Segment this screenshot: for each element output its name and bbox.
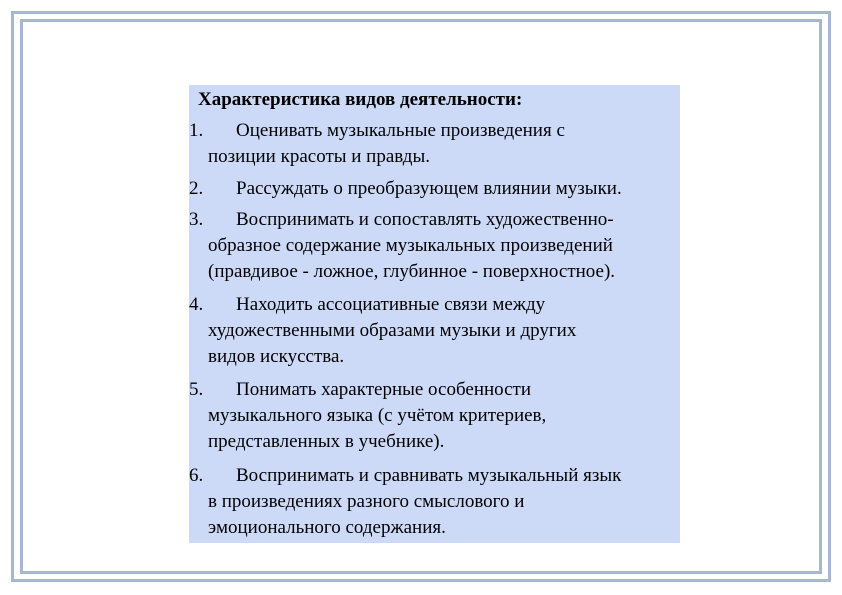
item-text-line: (правдивое - ложное, глубинное - поверхностное). (208, 261, 616, 282)
item-text-line: Воспринимать и сравнивать музыкальный язык (236, 465, 622, 486)
item-number: 6. (189, 465, 204, 486)
item-text-line: Находить ассоциативные связи между (236, 294, 546, 315)
item-number: 2. (189, 178, 204, 199)
item-text-line: образное содержание музыкальных произведений (208, 235, 613, 256)
item-text-line: позиции красоты и правды. (208, 146, 430, 167)
item-number: 1. (189, 120, 204, 141)
item-text-line: Понимать характерные особенности (236, 379, 532, 400)
item-number: 4. (189, 294, 204, 315)
item-text-line: представленных в учебнике). (208, 431, 445, 452)
item-text-line: музыкального языка (с учётом критериев, (208, 405, 547, 426)
slide-title: Характеристика видов деятельности: (198, 89, 523, 110)
item-text-line: Воспринимать и сопоставлять художественно- (236, 209, 614, 230)
item-text-line: Рассуждать о преобразующем влиянии музыки. (236, 178, 622, 199)
item-text-line: эмоционального содержания. (208, 517, 446, 538)
item-text-line: художественными образами музыки и других (208, 320, 577, 341)
item-text-line: в произведениях разного смыслового и (208, 491, 525, 512)
item-text-line: видов искусства. (208, 346, 345, 367)
item-number: 5. (189, 379, 204, 400)
item-number: 3. (189, 209, 204, 230)
item-text-line: Оценивать музыкальные произведения с (236, 120, 565, 141)
